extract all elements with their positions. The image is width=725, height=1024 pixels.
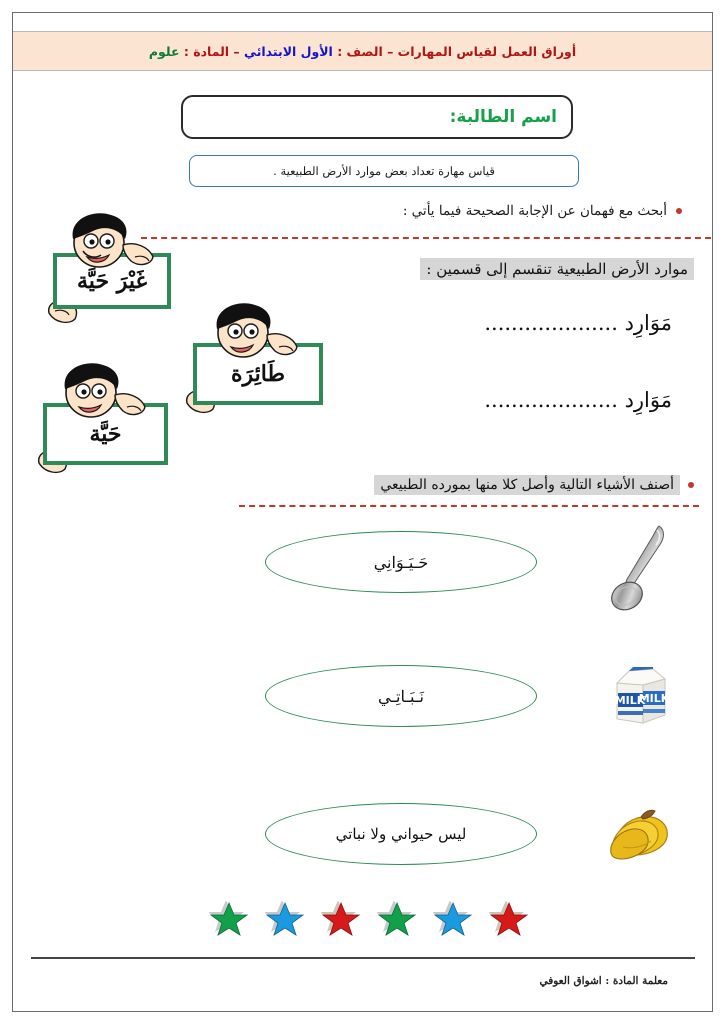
category-oval-plant[interactable] bbox=[265, 665, 537, 727]
divider-dashed-2 bbox=[239, 505, 699, 507]
answer-card-3-box[interactable] bbox=[43, 403, 168, 465]
star-icon-5 bbox=[265, 901, 305, 939]
star-icon-4 bbox=[321, 901, 361, 939]
student-name-field[interactable] bbox=[181, 95, 573, 139]
milk-carton-icon bbox=[609, 665, 671, 725]
question-1-statement-text: موارد الأرض الطبيعية تنقسم إلى قسمين : bbox=[420, 258, 694, 280]
worksheet-page bbox=[12, 12, 713, 1012]
divider-dashed-1 bbox=[141, 237, 711, 239]
category-oval-neither-text: ليس حيواني ولا نباتي bbox=[335, 825, 467, 843]
answer-blank-1-dots: .................... bbox=[484, 311, 618, 335]
header-part-4: علوم bbox=[148, 43, 180, 59]
category-oval-animal[interactable] bbox=[265, 531, 537, 593]
spoon-icon bbox=[609, 518, 673, 616]
question-2-text: أصنف الأشياء التالية وأصل كلا منها بمورده الطبيعي bbox=[374, 475, 680, 495]
footer-teacher-name: معلمة المادة : اشواق العوفي bbox=[539, 975, 668, 987]
answer-card-1-text: غَيْرَ حَيَّة bbox=[77, 268, 147, 294]
milk-label-left: MILK bbox=[614, 694, 646, 707]
student-name-label: اسم الطالبة: bbox=[449, 107, 557, 127]
milk-label-right: MILK bbox=[638, 692, 670, 705]
answer-card-3[interactable] bbox=[43, 361, 168, 465]
star-icon-3 bbox=[377, 901, 417, 939]
header-part-3: – المادة : bbox=[179, 43, 245, 59]
answer-blank-1-label: مَوَارِد bbox=[624, 311, 672, 335]
answer-blank-2[interactable] bbox=[484, 388, 672, 412]
category-oval-neither[interactable] bbox=[265, 803, 537, 865]
object-milk-carton[interactable] bbox=[609, 665, 671, 729]
answer-card-2-text: طَائِرَة bbox=[231, 361, 286, 387]
header-part-2: الأول الابتدائي bbox=[244, 43, 333, 59]
answer-card-2[interactable] bbox=[193, 301, 323, 405]
footer-divider bbox=[31, 957, 695, 959]
question-2-prompt bbox=[374, 475, 694, 495]
bananas-icon bbox=[603, 803, 679, 865]
bullet-icon bbox=[676, 208, 682, 214]
header-banner bbox=[13, 31, 712, 71]
bullet-icon-2 bbox=[688, 482, 694, 488]
answer-blank-1[interactable] bbox=[484, 311, 672, 335]
category-oval-plant-text: نَـبَـاتِـي bbox=[378, 686, 425, 706]
answer-blank-2-label: مَوَارِد bbox=[624, 388, 672, 412]
header-part-1: أوراق العمل لقياس المهارات – الصف : bbox=[332, 43, 577, 59]
answer-card-1-box[interactable] bbox=[53, 253, 171, 309]
skill-description-text: قياس مهارة تعداد بعض موارد الأرض الطبيعية . bbox=[273, 164, 495, 178]
star-icon-6 bbox=[209, 901, 249, 939]
answer-card-2-box[interactable] bbox=[193, 343, 323, 405]
skill-description-box bbox=[189, 155, 579, 187]
object-spoon[interactable] bbox=[609, 518, 673, 620]
star-icon-1 bbox=[489, 901, 529, 939]
star-row bbox=[209, 901, 529, 939]
header-title bbox=[149, 44, 576, 59]
object-bananas[interactable] bbox=[603, 803, 679, 869]
answer-card-3-text: حَيَّة bbox=[89, 421, 122, 447]
answer-blank-2-dots: .................... bbox=[484, 388, 618, 412]
question-1-statement bbox=[420, 258, 694, 280]
question-1-prompt bbox=[403, 203, 682, 219]
category-oval-animal-text: حَـيَـوَانِي bbox=[373, 552, 429, 572]
answer-card-1[interactable] bbox=[53, 211, 171, 309]
question-1-text: أبحث مع فهمان عن الإجابة الصحيحة فيما يأتي : bbox=[402, 203, 667, 219]
star-icon-2 bbox=[433, 901, 473, 939]
